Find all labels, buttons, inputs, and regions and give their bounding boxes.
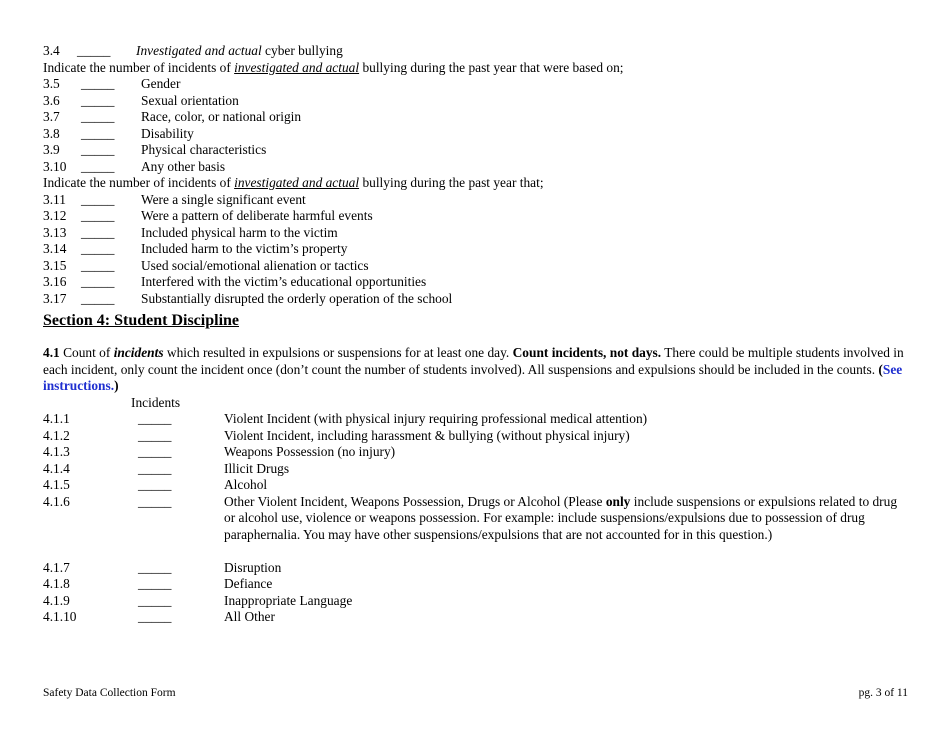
item-number: 4.1.8 [43, 576, 70, 591]
answer-blank[interactable]: _____ [81, 208, 115, 223]
answer-blank[interactable]: _____ [81, 76, 115, 91]
answer-blank[interactable]: _____ [138, 427, 172, 443]
answer-blank[interactable]: _____ [81, 109, 115, 124]
intro-that [43, 175, 908, 192]
item-label-rest: cyber bullying [261, 43, 343, 58]
answer-blank[interactable]: _____ [81, 142, 115, 157]
item-3-8 [43, 126, 908, 143]
item-number: 4.1.2 [43, 427, 70, 443]
item-3-6 [43, 93, 908, 110]
item-label: Substantially disrupted the orderly operation of the school [141, 290, 453, 306]
item-label: Defiance [224, 576, 273, 591]
link-paren-close: ) [114, 378, 119, 393]
item-4-1-1 [43, 411, 908, 428]
item-label: All Other [224, 609, 275, 624]
item-3-17 [43, 291, 908, 308]
item-4-1-5 [43, 477, 908, 494]
intro-based-on [43, 60, 908, 77]
item-number: 3.13 [43, 224, 67, 240]
item-number: 4.1.4 [43, 460, 70, 476]
question-number: 4.1 [43, 345, 60, 360]
item-3-9 [43, 142, 908, 159]
answer-blank[interactable]: _____ [138, 460, 172, 476]
item-label: Were a single significant event [141, 191, 306, 207]
item-number: 4.1.3 [43, 444, 70, 459]
item-label: Weapons Possession (no injury) [224, 444, 396, 459]
item-3-15 [43, 258, 908, 275]
answer-blank[interactable]: _____ [138, 493, 172, 509]
item-number: 4.1.7 [43, 559, 70, 575]
item-3-11 [43, 192, 908, 209]
link-paren-open: ( [878, 361, 883, 377]
item-3-4 [43, 43, 908, 60]
intro-text-end: bullying during the past year that; [359, 175, 544, 190]
answer-blank[interactable]: _____ [138, 477, 172, 492]
answer-blank[interactable]: _____ [138, 444, 172, 459]
item-label: Disability [141, 125, 194, 141]
see-instructions-link[interactable]: See instructions. [43, 361, 903, 393]
answer-blank[interactable]: _____ [77, 43, 111, 58]
intro-text-end: bullying during the past year that were based on; [359, 59, 624, 75]
item-3-7 [43, 109, 908, 126]
item-label [136, 43, 343, 60]
item-4-1-9 [43, 593, 908, 610]
item-label: Race, color, or national origin [141, 109, 302, 124]
item-label: Inappropriate Language [224, 592, 353, 608]
answer-blank[interactable]: _____ [81, 274, 115, 289]
item-4-1-4 [43, 461, 908, 478]
item-label: Gender [141, 76, 181, 91]
item-label: Were a pattern of deliberate harmful events [141, 208, 373, 223]
item-4-1-8 [43, 576, 908, 593]
item-label-bold: only [605, 493, 631, 509]
item-3-16 [43, 274, 908, 291]
item-4-1-10 [43, 609, 908, 626]
item-4-1-6 [43, 494, 908, 560]
item-number: 4.1.9 [43, 592, 70, 608]
section-4-items [43, 411, 908, 626]
question-bold: Count incidents, not days. [512, 345, 662, 360]
item-4-1-2 [43, 428, 908, 445]
item-label: Included harm to the victim’s property [141, 241, 348, 256]
item-label: Sexual orientation [141, 92, 239, 108]
item-3-13 [43, 225, 908, 242]
answer-blank[interactable]: _____ [81, 191, 115, 207]
item-label [224, 494, 908, 544]
item-label: Interfered with the victim’s educational opportunities [141, 274, 427, 289]
intro-text: Indicate the number of incidents of [43, 59, 235, 75]
item-number: 3.14 [43, 241, 67, 256]
answer-blank[interactable]: _____ [81, 257, 115, 273]
item-label: Physical characteristics [141, 142, 267, 157]
item-number: 3.15 [43, 257, 67, 273]
item-label-text-end: include suspensions or expulsions related to drug or alcohol use, violence or weapons possession. For example: include suspensions/expulsions due to possession of drug paraphernalia. You may have other suspensions/expulsions that are not accounted for in this question.) [224, 493, 898, 542]
footer-form-name: Safety Data Collection Form [43, 687, 176, 699]
item-number: 3.16 [43, 274, 67, 289]
items-based-on [43, 76, 908, 175]
item-3-5 [43, 76, 908, 93]
item-number: 3.11 [43, 191, 66, 207]
incidents-column-header: Incidents [131, 394, 181, 410]
section-4-title: Section 4: Student Discipline [43, 312, 240, 329]
item-label: Disruption [224, 559, 282, 575]
answer-blank[interactable]: _____ [138, 559, 172, 575]
item-number: 3.9 [43, 142, 60, 157]
question-text: Count of [59, 345, 114, 360]
item-label-italic: Investigated and actual [136, 43, 262, 58]
item-number: 3.8 [43, 125, 60, 141]
item-number: 4.1.10 [43, 609, 77, 624]
answer-blank[interactable]: _____ [81, 224, 115, 240]
answer-blank[interactable]: _____ [81, 290, 115, 306]
question-text-3: There could be multiple students involved in each incident, only count the incident once (don’t count the number of students involved). All suspensions and expulsions should be included in the counts. [43, 345, 904, 377]
item-number: 3.10 [43, 158, 67, 174]
item-number: 3.12 [43, 208, 67, 223]
form-page [43, 43, 908, 626]
item-4-1-7 [43, 560, 908, 577]
answer-blank[interactable]: _____ [138, 592, 172, 608]
item-number: 3.5 [43, 76, 60, 91]
question-emphasis: incidents [113, 345, 164, 360]
item-label: Alcohol [224, 477, 268, 492]
item-3-10 [43, 159, 908, 176]
answer-blank[interactable]: _____ [138, 411, 172, 426]
answer-blank[interactable]: _____ [81, 125, 115, 141]
item-number: 3.17 [43, 290, 67, 306]
item-label: Any other basis [141, 158, 226, 174]
item-number: 3.4 [43, 43, 60, 58]
question-4-1 [43, 345, 908, 395]
answer-blank[interactable]: _____ [81, 241, 115, 256]
intro-emphasis: investigated and actual [234, 59, 360, 75]
item-4-1-3 [43, 444, 908, 461]
item-label: Violent Incident, including harassment & bullying (without physical injury) [224, 427, 630, 443]
item-number: 4.1.1 [43, 411, 70, 426]
item-label: Violent Incident (with physical injury requiring professional medical attention) [224, 411, 648, 426]
answer-blank[interactable]: _____ [81, 158, 115, 174]
item-3-14 [43, 241, 908, 258]
footer-page-number: pg. 3 of 11 [858, 687, 908, 699]
intro-emphasis: investigated and actual [234, 175, 360, 190]
items-that [43, 192, 908, 308]
answer-blank[interactable]: _____ [138, 609, 172, 624]
section-3-items [43, 43, 908, 307]
item-label-text: Other Violent Incident, Weapons Possession, Drugs or Alcohol (Please [224, 493, 606, 509]
answer-blank[interactable]: _____ [138, 576, 172, 591]
item-label: Illicit Drugs [224, 460, 290, 476]
item-number: 3.7 [43, 109, 60, 124]
answer-blank[interactable]: _____ [81, 92, 115, 108]
question-text-2: which resulted in expulsions or suspensions for at least one day. [163, 345, 513, 360]
item-3-12 [43, 208, 908, 225]
intro-text: Indicate the number of incidents of [43, 175, 235, 190]
item-number: 3.6 [43, 92, 60, 108]
item-label: Used social/emotional alienation or tactics [141, 257, 369, 273]
item-label: Included physical harm to the victim [141, 224, 338, 240]
item-number: 4.1.6 [43, 493, 70, 509]
item-number: 4.1.5 [43, 477, 70, 492]
